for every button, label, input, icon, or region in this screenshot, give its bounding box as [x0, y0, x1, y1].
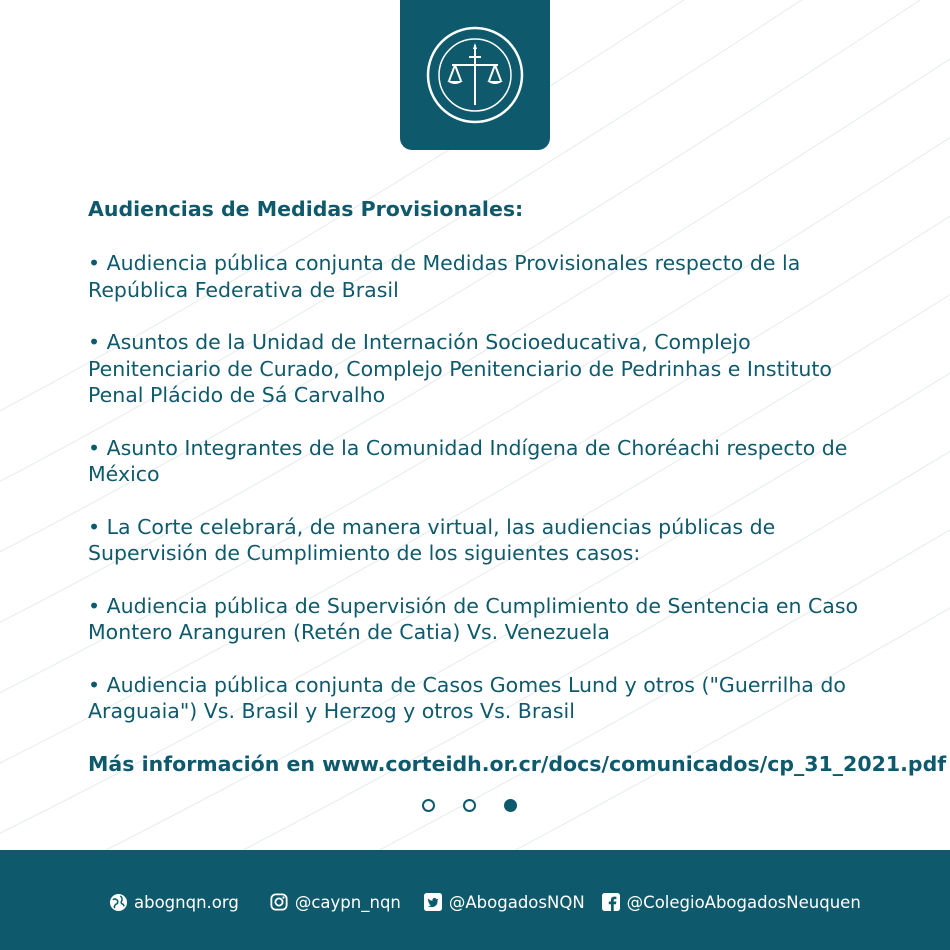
more-info-link[interactable]: Más información en www.corteidh.or.cr/docs/comunicados/cp_31_2021.pdf	[88, 751, 947, 776]
twitter-icon	[423, 892, 443, 912]
instagram-label: @caypn_nqn	[294, 892, 401, 912]
website-label: abognqn.org	[134, 892, 239, 912]
carousel-dot[interactable]	[463, 799, 476, 812]
announcement-content	[88, 196, 947, 778]
list-item: • La Corte celebrará, de manera virtual, las audiencias públicas de Supervisión de Cumplimiento de los siguientes casos:	[88, 514, 776, 565]
carousel-dot[interactable]	[422, 799, 435, 812]
website-link[interactable]	[108, 892, 239, 912]
list-item: • Audiencia pública conjunta de Casos Gomes Lund y otros ("Guerrilha do Araguaia") Vs. Brasil y Herzog y otros Vs. Brasil	[88, 672, 846, 723]
twitter-link[interactable]	[423, 892, 585, 912]
carousel-indicator	[422, 799, 517, 812]
facebook-icon	[601, 892, 621, 912]
list-item: • Audiencia pública conjunta de Medidas Provisionales respecto de la República Federativa de Brasil	[88, 251, 801, 302]
logo-tab	[400, 0, 550, 150]
facebook-link[interactable]	[601, 892, 861, 912]
instagram-icon	[269, 892, 289, 912]
instagram-link[interactable]	[269, 892, 401, 912]
announcement-heading: Audiencias de Medidas Provisionales:	[88, 197, 524, 221]
social-links	[108, 892, 950, 912]
facebook-label: @ColegioAbogadosNeuquen	[626, 892, 861, 912]
list-item: • Asunto Integrantes de la Comunidad Indígena de Choréachi respecto de México	[88, 435, 848, 486]
carousel-dot[interactable]	[504, 799, 517, 812]
globe-icon	[108, 892, 128, 912]
scales-of-justice-icon	[425, 25, 525, 125]
list-item: • Audiencia pública de Supervisión de Cumplimiento de Sentencia en Caso Montero Aranguren (Retén de Catia) Vs. Venezuela	[88, 593, 859, 644]
twitter-label: @AbogadosNQN	[448, 892, 585, 912]
list-item: • Asuntos de la Unidad de Internación Socioeducativa, Complejo Penitenciario de Curado, Complejo Penitenciario de Pedrinhas e Instituto Penal Plácido de Sá Carvalho	[88, 330, 832, 407]
